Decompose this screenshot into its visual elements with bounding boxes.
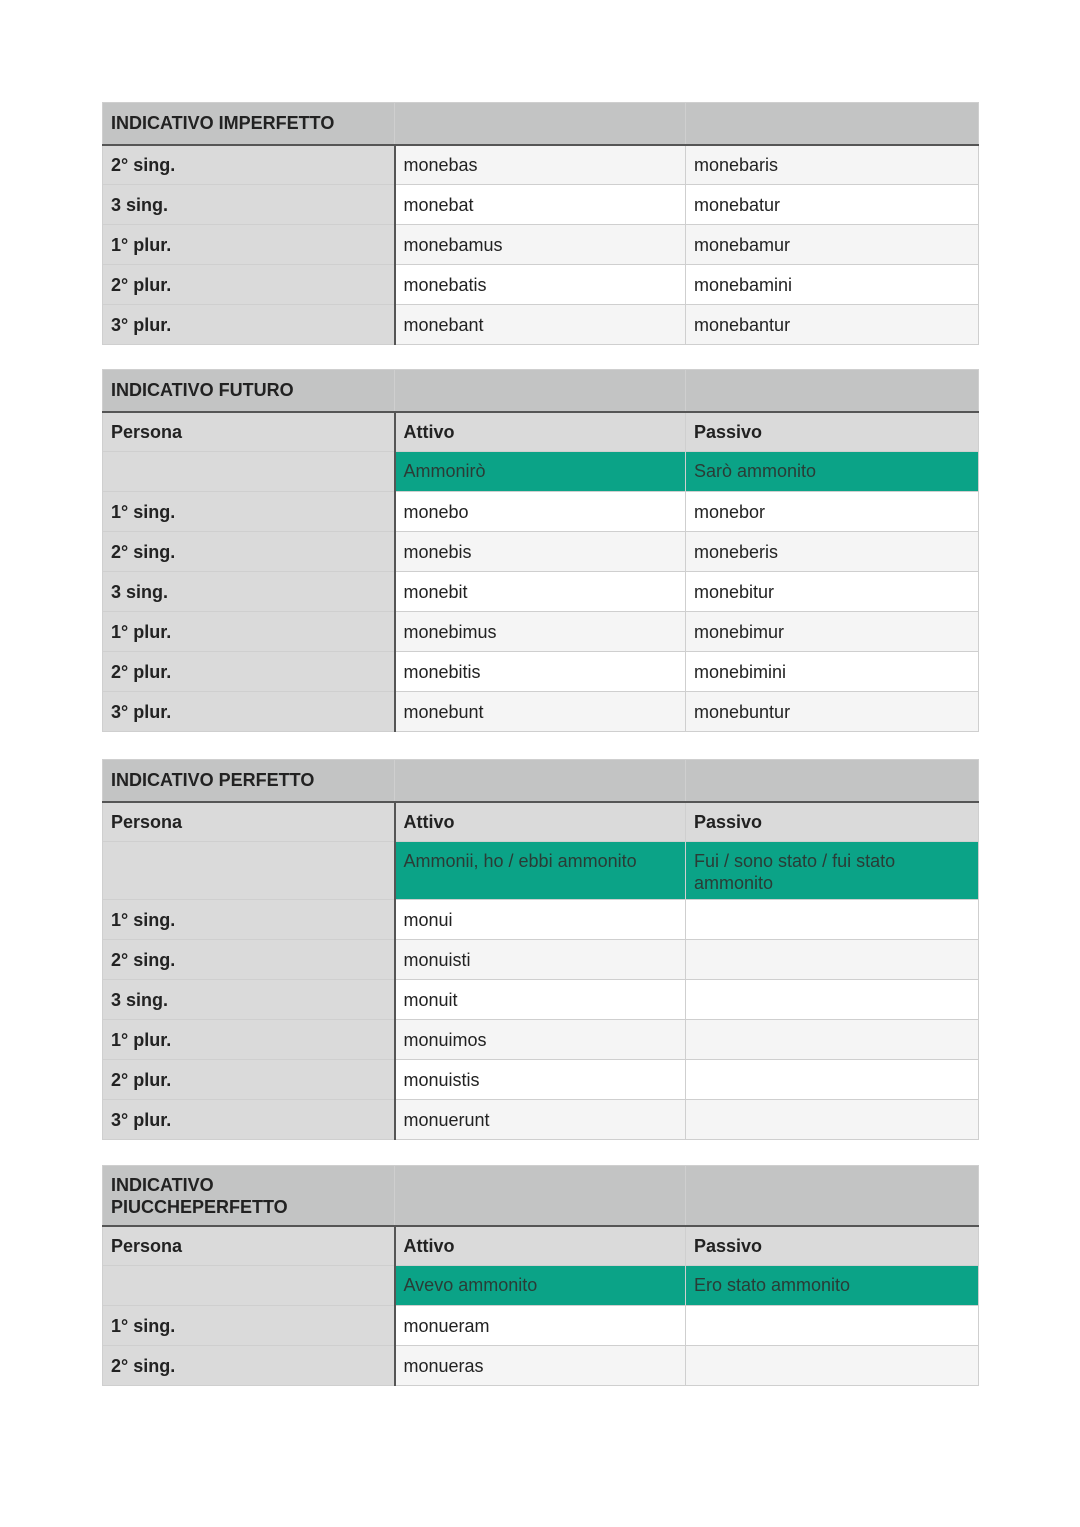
persona-cell: 2° sing. [103,145,395,185]
passivo-cell: moneberis [686,532,979,572]
translation-row [103,1266,979,1306]
persona-cell: 3° plur. [103,1100,395,1140]
persona-cell: 2° sing. [103,532,395,572]
attivo-cell: monui [395,900,686,940]
attivo-cell: monebimus [395,612,686,652]
header-attivo: Attivo [395,412,686,452]
attivo-cell: monebat [395,185,686,225]
passivo-cell: monebamini [686,265,979,305]
translation-row [103,452,979,492]
table-header-row [103,412,979,452]
attivo-cell: monuit [395,980,686,1020]
header-persona: Persona [103,412,395,452]
piuccheperfetto-table [102,1165,979,1386]
header-attivo: Attivo [395,802,686,842]
attivo-cell: monebamus [395,225,686,265]
persona-cell: 1° plur. [103,1020,395,1060]
translation-attivo: Ammonirò [395,452,686,492]
table-row [103,305,979,345]
passivo-cell: monebimini [686,652,979,692]
passivo-cell: monebor [686,492,979,532]
persona-cell: 1° sing. [103,492,395,532]
table-row [103,652,979,692]
passivo-cell: monebitur [686,572,979,612]
table-row [103,900,979,940]
table-row [103,692,979,732]
persona-cell: 3° plur. [103,692,395,732]
passivo-cell [686,1306,979,1346]
table-title-row [103,103,979,145]
passivo-cell [686,940,979,980]
table-row [103,612,979,652]
table-row [103,1306,979,1346]
header-persona: Persona [103,1226,395,1266]
attivo-cell: monuerunt [395,1100,686,1140]
imperfetto-table [102,102,979,345]
translation-passivo: Ero stato ammonito [686,1266,979,1306]
translation-row [103,842,979,900]
table-row [103,1100,979,1140]
futuro-table [102,369,979,732]
passivo-cell: monebuntur [686,692,979,732]
translation-passivo: Sarò ammonito [686,452,979,492]
perfetto-table [102,759,979,1140]
persona-cell: 3 sing. [103,572,395,612]
header-persona: Persona [103,802,395,842]
passivo-cell: monebaris [686,145,979,185]
persona-cell: 1° plur. [103,225,395,265]
persona-cell: 3° plur. [103,305,395,345]
translation-attivo: Avevo ammonito [395,1266,686,1306]
table-row [103,185,979,225]
table-header-row [103,1226,979,1266]
attivo-cell: monebo [395,492,686,532]
persona-cell: 3 sing. [103,185,395,225]
passivo-cell [686,900,979,940]
header-attivo: Attivo [395,1226,686,1266]
persona-cell: 2° plur. [103,265,395,305]
attivo-cell: monuisti [395,940,686,980]
table-title-row [103,370,979,412]
table-title: INDICATIVO FUTURO [103,370,395,412]
attivo-cell: monuimos [395,1020,686,1060]
passivo-cell [686,1060,979,1100]
passivo-cell: monebatur [686,185,979,225]
table-row [103,940,979,980]
passivo-cell [686,1100,979,1140]
table-row [103,1060,979,1100]
persona-cell: 2° plur. [103,1060,395,1100]
table-header-row [103,802,979,842]
header-passivo: Passivo [686,802,979,842]
attivo-cell: monueram [395,1306,686,1346]
persona-cell: 2° plur. [103,652,395,692]
attivo-cell: monebant [395,305,686,345]
attivo-cell: monuistis [395,1060,686,1100]
attivo-cell: monebitis [395,652,686,692]
attivo-cell: monebit [395,572,686,612]
passivo-cell [686,1020,979,1060]
table-row [103,145,979,185]
table-row [103,265,979,305]
attivo-cell: monebas [395,145,686,185]
table-row [103,492,979,532]
passivo-cell [686,980,979,1020]
table-title: INDICATIVO PIUCCHEPERFETTO [103,1166,395,1226]
table-row [103,532,979,572]
table-title-row [103,760,979,802]
header-passivo: Passivo [686,412,979,452]
table-title: INDICATIVO PERFETTO [103,760,395,802]
attivo-cell: monebatis [395,265,686,305]
table-row [103,1346,979,1386]
persona-cell: 1° plur. [103,612,395,652]
passivo-cell: monebimur [686,612,979,652]
table-row [103,1020,979,1060]
header-passivo: Passivo [686,1226,979,1266]
passivo-cell: monebamur [686,225,979,265]
attivo-cell: monebunt [395,692,686,732]
translation-passivo: Fui / sono stato / fui stato ammonito [686,842,979,900]
persona-cell: 2° sing. [103,940,395,980]
translation-attivo: Ammonii, ho / ebbi ammonito [395,842,686,900]
passivo-cell [686,1346,979,1386]
persona-cell: 3 sing. [103,980,395,1020]
persona-cell: 1° sing. [103,900,395,940]
attivo-cell: monueras [395,1346,686,1386]
persona-cell: 2° sing. [103,1346,395,1386]
table-title-row [103,1166,979,1226]
table-title: INDICATIVO IMPERFETTO [103,103,395,145]
table-row [103,225,979,265]
passivo-cell: monebantur [686,305,979,345]
table-row [103,980,979,1020]
attivo-cell: monebis [395,532,686,572]
table-row [103,572,979,612]
persona-cell: 1° sing. [103,1306,395,1346]
